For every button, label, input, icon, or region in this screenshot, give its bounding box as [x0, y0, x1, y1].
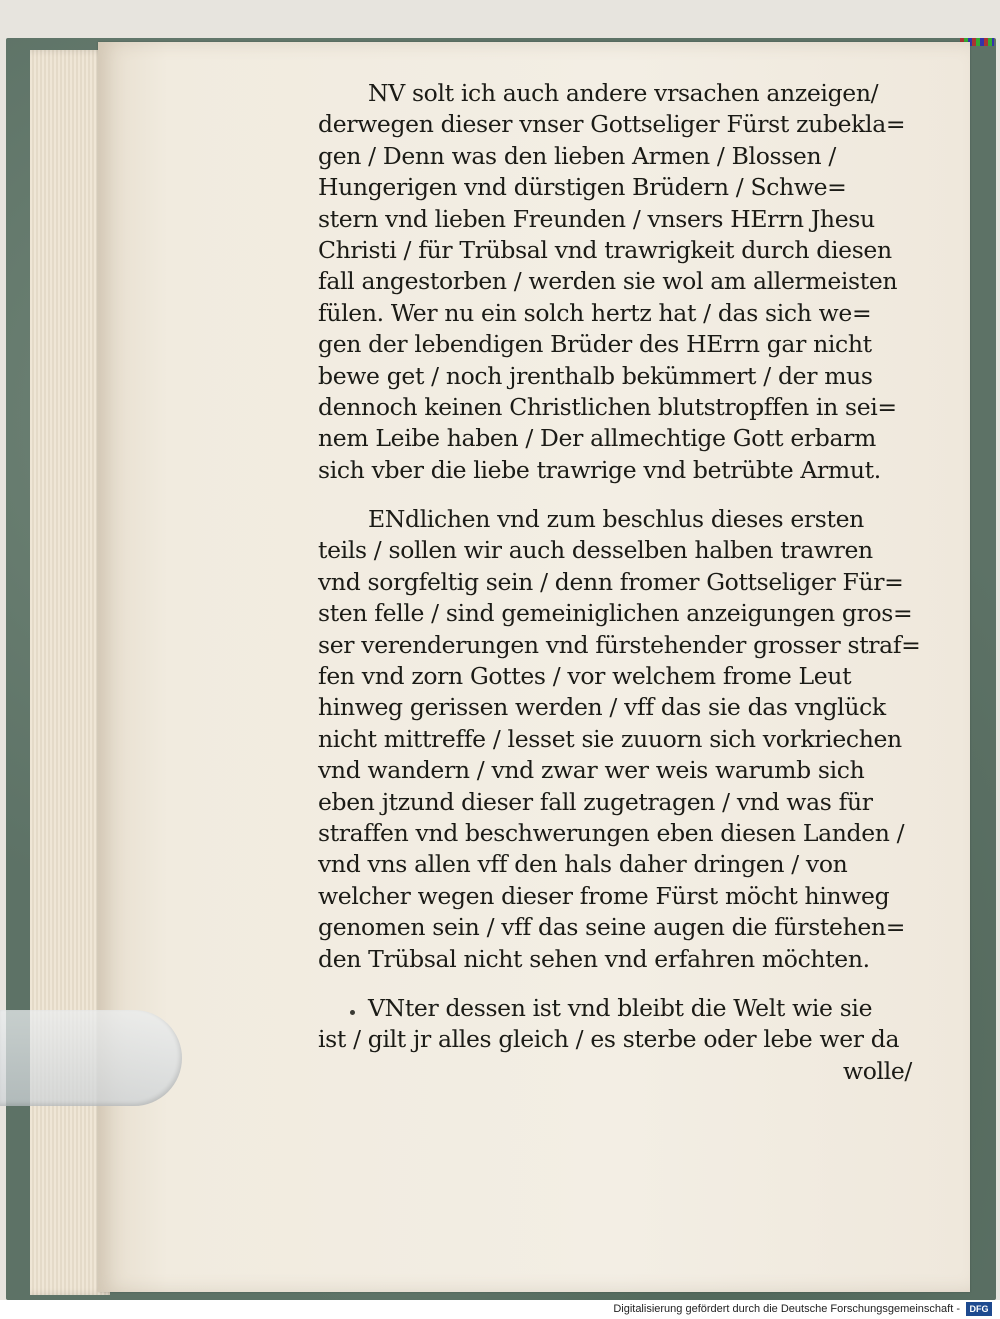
text-line: vnd sorgfeltig sein / denn fromer Gottseliger Für=	[318, 567, 904, 596]
text-line: welcher wegen dieser frome Fürst möcht hinweg	[318, 881, 890, 910]
ink-dot	[350, 1010, 355, 1015]
text-line: ser verenderungen vnd fürstehender grosser straf=	[318, 630, 921, 659]
text-line: sich vber die liebe trawrige vnd betrübte Armut.	[318, 455, 881, 484]
page-holder-clip	[0, 1010, 182, 1106]
text-line: fen vnd zorn Gottes / vor welchem frome Leut	[318, 662, 852, 691]
text-line: Christi / für Trübsal vnd trawrigkeit durch diesen	[318, 235, 892, 264]
paragraph-1	[318, 78, 920, 486]
text-line: genomen sein / vff das seine augen die fürstehen=	[318, 913, 906, 942]
text-line: nem Leibe haben / Der allmechtige Gott erbarm	[318, 424, 876, 453]
text-line: straffen vnd beschwerungen eben diesen Landen /	[318, 818, 905, 847]
text-line: dennoch keinen Christlichen blutstropffen in sei=	[318, 392, 897, 421]
text-line: bewe get / noch jrenthalb bekümmert / der mus	[318, 361, 873, 390]
text-line: gen der lebendigen Brüder des HErrn gar nicht	[318, 330, 872, 359]
footer-credit: Digitalisierung gefördert durch die Deutsche Forschungsgemeinschaft -	[613, 1303, 960, 1315]
text-line: den Trübsal nicht sehen vnd erfahren möchten.	[318, 944, 870, 973]
text-line: stern vnd lieben Freunden / vnsers HErrn Jhesu	[318, 204, 875, 233]
text-line: ENdlichen vnd zum beschlus dieses ersten	[368, 505, 864, 534]
paragraph-3	[318, 993, 920, 1087]
paragraph-2	[318, 504, 920, 975]
text-line: VNter dessen ist vnd bleibt die Welt wie sie	[368, 993, 873, 1022]
text-line: vnd vns allen vff den hals daher dringen / von	[318, 850, 848, 879]
text-line: vnd wandern / vnd zwar wer weis warumb sich	[318, 756, 865, 785]
text-line: NV solt ich auch andere vrsachen anzeigen/	[368, 79, 879, 107]
text-line: nicht mittreffe / lesset sie zuuorn sich vorkriechen	[318, 724, 902, 753]
text-line: ist / gilt jr alles gleich / es sterbe oder lebe wer da	[318, 1025, 900, 1054]
text-line: hinweg gerissen werden / vff das sie das vnglück	[318, 693, 886, 722]
text-line: teils / sollen wir auch desselben halben trawren	[318, 536, 873, 565]
text-line: gen / Denn was den lieben Armen / Blossen /	[318, 141, 836, 170]
catchword: wolle/	[842, 1056, 912, 1085]
text-line: Hungerigen vnd dürstigen Brüdern / Schwe=	[318, 173, 847, 202]
text-line: fülen. Wer nu ein solch hertz hat / das sich we=	[318, 298, 872, 327]
text-line: eben jtzund dieser fall zugetragen / vnd was für	[318, 787, 873, 816]
text-line: derwegen dieser vnser Gottseliger Fürst zubekla=	[318, 110, 906, 139]
dfg-logo: DFG	[966, 1302, 992, 1316]
page-text	[318, 78, 920, 1105]
text-line: sten felle / sind gemeiniglichen anzeigungen gros=	[318, 599, 913, 628]
text-line: fall angestorben / werden sie wol am allermeisten	[318, 267, 898, 296]
